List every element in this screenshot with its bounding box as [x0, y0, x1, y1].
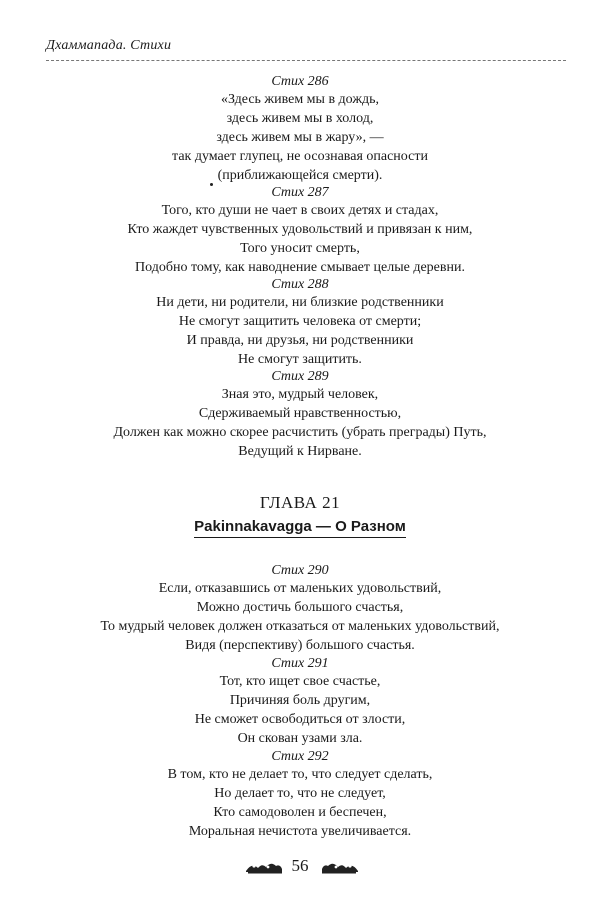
verse-line: «Здесь живем мы в дождь,: [220, 92, 380, 107]
verse-title: Стих 292: [271, 749, 329, 764]
verse-line: Кто самодоволен и беспечен,: [213, 805, 387, 820]
verse-line: здесь живем мы в жару», —: [216, 130, 384, 145]
verse-line: Того уносит смерть,: [240, 241, 360, 256]
verse-text: [0, 201, 600, 277]
running-head: Дхаммапада. Стихи: [46, 38, 172, 53]
verse-text: [0, 579, 600, 655]
verse-text: [0, 293, 600, 369]
verse-text: [0, 765, 600, 841]
header-rule: [46, 60, 566, 61]
verse-line: Но делает то, что не следует,: [214, 786, 386, 801]
verse-line: Зная это, мудрый человек,: [221, 387, 379, 402]
verse-line: Видя (перспективу) большого счастья.: [185, 638, 415, 653]
verse-line: Причиняя боль другим,: [229, 693, 371, 708]
verse-title: Стих 286: [271, 74, 329, 89]
verse-line: То мудрый человек должен отказаться от маленьких удовольствий,: [100, 619, 500, 634]
ornament-right-icon: [320, 860, 360, 874]
chapter-subtitle-text: Pakinnakavagga — О Разном: [194, 518, 406, 538]
verse-line: И правда, ни друзья, ни родственники: [186, 333, 414, 348]
verse-line: так думает глупец, не осознавая опасности: [172, 149, 428, 164]
verse-line: Он скован узами зла.: [237, 731, 363, 746]
verse-text: [0, 90, 600, 185]
verse-title: Стих 288: [271, 277, 329, 292]
chapter-title: ГЛАВА 21: [259, 493, 341, 512]
verse-line: Тот, кто ищет свое счастье,: [219, 674, 381, 689]
verse-line: Ведущий к Нирване.: [238, 444, 362, 459]
verse-line: Если, отказавшись от маленьких удовольствий,: [158, 581, 442, 596]
page-number: 56: [291, 856, 309, 875]
verse-text: [0, 385, 600, 461]
verse-line: Должен как можно скорее расчистить (убрать преграды) Путь,: [113, 425, 487, 440]
page-footer: [0, 856, 600, 876]
verse-text: [0, 672, 600, 748]
verse-line: здесь живем мы в холод,: [226, 111, 374, 126]
verse-line: В том, кто не делает то, что следует сделать,: [167, 767, 433, 782]
verse-line: Моральная нечистота увеличивается.: [188, 824, 412, 839]
verse-line: Ни дети, ни родители, ни близкие родственники: [156, 295, 444, 310]
verse-title: Стих 289: [271, 369, 329, 384]
chapter-subtitle: [0, 518, 600, 535]
verse-line: Подобно тому, как наводнение смывает целые деревни.: [135, 260, 465, 275]
verse-line: Можно достичь большого счастья,: [196, 600, 404, 615]
verse-title: Стих 287: [271, 185, 329, 200]
verse-title: Стих 291: [271, 656, 329, 671]
verse-line: Не смогут защитить человека от смерти;: [178, 314, 422, 329]
verse-line: Того, кто души не чает в своих детях и стадах,: [161, 203, 439, 218]
verse-line: Не смогут защитить.: [238, 352, 362, 367]
verse-line: (приближающейся смерти).: [217, 168, 383, 183]
verse-line: Не сможет освободиться от злости,: [194, 712, 406, 727]
verse-title: Стих 290: [271, 563, 329, 578]
verse-line: Сдерживаемый нравственностью,: [198, 406, 402, 421]
verse-line: Кто жаждет чувственных удовольствий и привязан к ним,: [127, 222, 473, 237]
